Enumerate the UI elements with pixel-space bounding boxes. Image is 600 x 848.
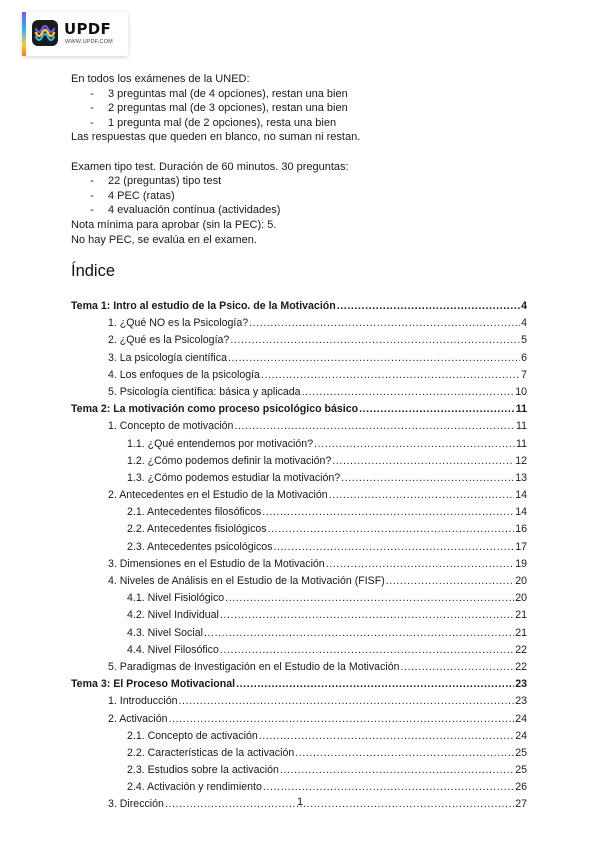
- toc-entry-page: 10: [515, 385, 527, 398]
- toc-dot-leader: [262, 504, 514, 521]
- table-of-contents: [71, 298, 527, 814]
- toc-dot-leader: [259, 728, 514, 745]
- toc-entry-page: 11: [516, 420, 527, 433]
- toc-entry-title: 2.4. Activación y rendimiento: [127, 781, 262, 794]
- toc-section-link[interactable]: [71, 539, 527, 556]
- toc-chapter-link[interactable]: [71, 676, 527, 693]
- toc-entry-page: 20: [515, 575, 527, 587]
- toc-section-link[interactable]: [71, 607, 527, 624]
- updf-watermark-logo: [22, 12, 128, 56]
- list-item: - 1 pregunta mal (de 2 opciones), resta una bien: [71, 116, 531, 131]
- toc-entry-page: 19: [515, 557, 527, 570]
- toc-dot-leader: [273, 539, 514, 556]
- toc-entry-title: 4. Niveles de Análisis en el Estudio de la Motivación (FISF): [108, 575, 385, 587]
- toc-entry-title: 2. Antecedentes en el Estudio de la Motivación: [108, 489, 328, 502]
- toc-dot-leader: [326, 556, 515, 573]
- toc-section-link[interactable]: [71, 659, 527, 676]
- toc-section-link[interactable]: [71, 745, 527, 762]
- toc-entry-title: 1.2. ¿Cómo podemos definir la motivación?: [127, 454, 332, 467]
- toc-dot-leader: [329, 487, 515, 504]
- toc-section-link[interactable]: [71, 556, 527, 573]
- toc-entry-title: 5. Psicología científica: básica y aplicada: [108, 385, 301, 398]
- toc-section-link[interactable]: [71, 470, 527, 487]
- toc-entry-page: 21: [515, 609, 527, 622]
- toc-section-link[interactable]: [71, 728, 527, 745]
- toc-dot-leader: [204, 625, 514, 642]
- toc-entry-page: 4: [521, 300, 527, 312]
- toc-entry-page: 23: [515, 695, 527, 708]
- toc-entry-title: 2.1. Concepto de activación: [127, 729, 258, 742]
- toc-section-link[interactable]: [71, 625, 527, 642]
- toc-entry-page: 5: [521, 334, 527, 347]
- minimum-grade-note: Nota mínima para aprobar (sin la PEC): 5.: [71, 218, 277, 231]
- toc-dot-leader: [295, 745, 514, 762]
- toc-section-link[interactable]: [71, 762, 527, 779]
- index-heading: Índice: [71, 262, 116, 280]
- toc-section-link[interactable]: [71, 436, 527, 453]
- toc-entry-page: 22: [515, 643, 527, 656]
- toc-dot-leader: [359, 401, 515, 418]
- logo-color-stripe: [22, 12, 26, 56]
- toc-dot-leader: [230, 332, 520, 349]
- toc-dot-leader: [314, 436, 515, 453]
- toc-entry-title: 2. Activación: [108, 712, 168, 725]
- toc-section-link[interactable]: [71, 590, 527, 607]
- toc-entry-page: 27: [515, 798, 527, 811]
- intro-line: En todos los exámenes de la UNED:: [71, 73, 250, 85]
- toc-dot-leader: [249, 315, 520, 332]
- toc-entry-title: 1.3. ¿Cómo podemos estudiar la motivación?: [127, 471, 341, 484]
- toc-entry-title: 2. ¿Qué es la Psicología?: [108, 334, 230, 347]
- toc-dot-leader: [332, 453, 514, 470]
- toc-entry-title: 5. Paradigmas de Investigación en el Estudio de la Motivación: [108, 660, 400, 673]
- toc-entry-title: 2.2. Antecedentes fisiológicos: [127, 523, 267, 536]
- toc-dot-leader: [280, 762, 514, 779]
- toc-entry-page: 23: [515, 678, 527, 691]
- blank-answers-note: Las respuestas que queden en blanco, no suman ni restan.: [71, 131, 361, 144]
- toc-entry-title: Tema 1: Intro al estudio de la Psico. de la Motivación: [71, 300, 336, 312]
- toc-dot-leader: [401, 659, 515, 676]
- toc-entry-page: 21: [515, 626, 527, 639]
- logo-name: UPDF: [64, 20, 112, 38]
- toc-entry-page: 12: [515, 454, 527, 467]
- penalty-rules-list: [71, 87, 531, 131]
- toc-entry-title: 4.1. Nivel Fisiológico: [127, 592, 225, 605]
- toc-entry-page: 22: [515, 660, 527, 673]
- toc-section-link[interactable]: [71, 350, 527, 367]
- toc-entry-title: 4.4. Nivel Filosófico: [127, 643, 219, 656]
- toc-entry-page: 13: [515, 471, 527, 484]
- updf-logo-icon: [32, 20, 58, 46]
- list-item: - 4 PEC (ratas): [71, 189, 531, 204]
- toc-entry-page: 6: [521, 351, 527, 364]
- toc-entry-page: 11: [515, 403, 527, 416]
- toc-dot-leader: [179, 693, 515, 710]
- list-item: - 3 preguntas mal (de 4 opciones), restan una bien: [71, 87, 531, 102]
- toc-entry-title: 2.2. Características de la activación: [127, 746, 295, 759]
- toc-section-link[interactable]: [71, 504, 527, 521]
- toc-entry-title: 4.2. Nivel Individual: [127, 609, 219, 622]
- toc-entry-title: 4.3. Nivel Social: [127, 626, 203, 639]
- page-number: 1: [296, 796, 304, 808]
- no-pec-note: No hay PEC, se evalúa en el examen.: [71, 233, 257, 246]
- toc-entry-title: 2.1. Antecedentes filosóficos: [127, 506, 262, 519]
- toc-section-link[interactable]: [71, 332, 527, 349]
- toc-section-link[interactable]: [71, 642, 527, 659]
- toc-entry-title: 3. La psicología científica: [108, 351, 227, 364]
- toc-section-link[interactable]: [71, 315, 527, 332]
- toc-entry-title: 3. Dirección: [108, 798, 164, 811]
- exam-description: Examen tipo test. Duración de 60 minutos. 30 preguntas:: [71, 160, 349, 173]
- toc-dot-leader: [220, 607, 514, 624]
- logo-url: WWW.UPDF.COM: [65, 39, 113, 45]
- toc-entry-title: 1. ¿Qué NO es la Psicología?: [108, 317, 249, 330]
- toc-entry-page: 7: [521, 368, 527, 381]
- toc-entry-page: 17: [515, 540, 527, 553]
- toc-dot-leader: [302, 384, 515, 401]
- toc-entry-title: Tema 3: El Proceso Motivacional: [71, 678, 236, 691]
- toc-section-link[interactable]: [71, 693, 527, 710]
- toc-entry-title: 1.1. ¿Qué entendemos por motivación?: [127, 437, 314, 450]
- toc-section-link[interactable]: [71, 573, 527, 590]
- toc-dot-leader: [225, 590, 514, 607]
- toc-entry-page: 25: [515, 746, 527, 759]
- toc-dot-leader: [341, 470, 514, 487]
- toc-entry-page: 14: [515, 506, 527, 519]
- toc-dot-leader: [220, 642, 514, 659]
- toc-chapter-link[interactable]: [71, 298, 527, 315]
- toc-dot-leader: [228, 350, 520, 367]
- list-item: - 4 evaluación contínua (actividades): [71, 203, 531, 218]
- toc-section-link[interactable]: [71, 487, 527, 504]
- toc-dot-leader: [234, 418, 515, 435]
- intro-block: [71, 72, 531, 247]
- toc-entry-title: Tema 2: La motivación como proceso psicológico básico: [71, 403, 359, 416]
- toc-section-link[interactable]: [71, 711, 527, 728]
- toc-entry-page: 11: [516, 437, 527, 450]
- list-item: - 22 (preguntas) tipo test: [71, 174, 531, 189]
- toc-dot-leader: [261, 367, 520, 384]
- toc-entry-page: 20: [515, 592, 527, 605]
- exam-parts-list: [71, 174, 531, 218]
- toc-entry-title: 1. Introducción: [108, 695, 178, 708]
- list-item: - 2 preguntas mal (de 3 opciones), restan una bien: [71, 101, 531, 116]
- toc-dot-leader: [268, 521, 515, 538]
- toc-dot-leader: [168, 711, 514, 728]
- toc-dot-leader: [337, 298, 520, 315]
- toc-entry-page: 25: [515, 764, 527, 777]
- toc-section-link[interactable]: [71, 453, 527, 470]
- toc-entry-title: 3. Dimensiones en el Estudio de la Motivación: [108, 557, 325, 570]
- toc-section-link[interactable]: [71, 384, 527, 401]
- toc-section-link[interactable]: [71, 418, 527, 435]
- toc-entry-title: 1. Concepto de motivación: [108, 420, 234, 433]
- toc-chapter-link[interactable]: [71, 401, 527, 418]
- toc-dot-leader: [263, 779, 514, 796]
- toc-entry-title: 2.3. Antecedentes psicológicos: [127, 540, 273, 553]
- toc-dot-leader: [236, 676, 514, 693]
- toc-section-link[interactable]: [71, 779, 527, 796]
- toc-dot-leader: [386, 573, 514, 590]
- toc-entry-title: 4. Los enfoques de la psicología: [108, 368, 260, 381]
- toc-section-link[interactable]: [71, 521, 527, 538]
- toc-entry-page: 4: [521, 317, 527, 330]
- toc-entry-page: 24: [515, 712, 527, 725]
- toc-entry-page: 16: [515, 523, 527, 536]
- toc-section-link[interactable]: [71, 367, 527, 384]
- toc-entry-page: 24: [515, 729, 527, 742]
- toc-entry-page: 26: [515, 781, 527, 794]
- toc-entry-title: 2.3. Estudios sobre la activación: [127, 764, 279, 777]
- toc-entry-page: 14: [515, 489, 527, 502]
